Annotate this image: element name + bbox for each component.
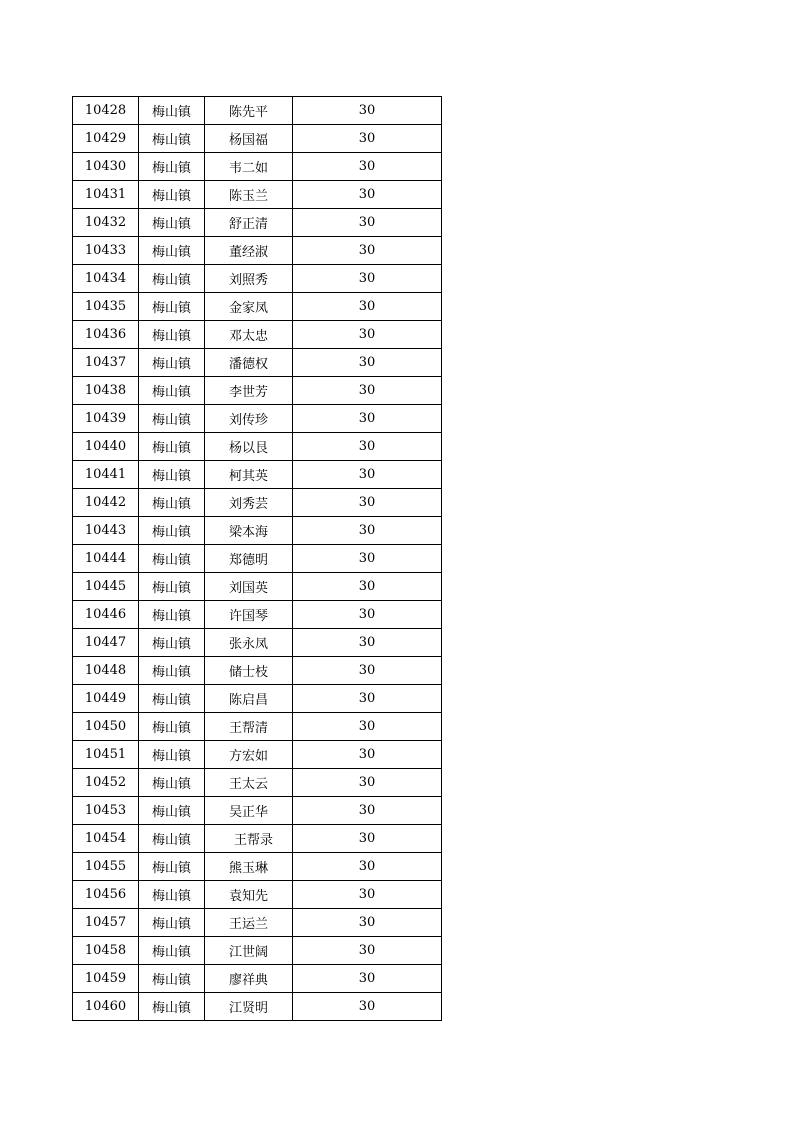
amount-cell: 30: [293, 237, 442, 265]
table-row: [73, 909, 442, 937]
name-cell: 刘照秀: [205, 265, 293, 293]
id-cell: 10438: [73, 377, 139, 405]
table-row: [73, 797, 442, 825]
id-cell: 10439: [73, 405, 139, 433]
amount-cell: 30: [293, 293, 442, 321]
id-cell: 10441: [73, 461, 139, 489]
table-row: [73, 629, 442, 657]
table-row: [73, 153, 442, 181]
name-cell: 李世芳: [205, 377, 293, 405]
id-cell: 10434: [73, 265, 139, 293]
town-cell: 梅山镇: [139, 657, 205, 685]
name-cell: 王太云: [205, 769, 293, 797]
name-cell: 陈玉兰: [205, 181, 293, 209]
name-cell: 王运兰: [205, 909, 293, 937]
table-row: [73, 685, 442, 713]
table-row: [73, 965, 442, 993]
id-cell: 10429: [73, 125, 139, 153]
id-cell: 10440: [73, 433, 139, 461]
table-row: [73, 321, 442, 349]
town-cell: 梅山镇: [139, 125, 205, 153]
name-cell: 杨国福: [205, 125, 293, 153]
town-cell: 梅山镇: [139, 433, 205, 461]
amount-cell: 30: [293, 125, 442, 153]
id-cell: 10446: [73, 601, 139, 629]
name-cell: 许国琴: [205, 601, 293, 629]
id-cell: 10447: [73, 629, 139, 657]
town-cell: 梅山镇: [139, 909, 205, 937]
town-cell: 梅山镇: [139, 741, 205, 769]
amount-cell: 30: [293, 965, 442, 993]
amount-cell: 30: [293, 937, 442, 965]
name-cell: 邓太忠: [205, 321, 293, 349]
id-cell: 10450: [73, 713, 139, 741]
table-row: [73, 657, 442, 685]
table-row: [73, 881, 442, 909]
name-cell: 王帮录: [205, 825, 293, 853]
amount-cell: 30: [293, 349, 442, 377]
name-cell: 董经淑: [205, 237, 293, 265]
table-row: [73, 937, 442, 965]
amount-cell: 30: [293, 993, 442, 1021]
table-row: [73, 713, 442, 741]
name-cell: 方宏如: [205, 741, 293, 769]
town-cell: 梅山镇: [139, 209, 205, 237]
table-row: [73, 377, 442, 405]
table-row: [73, 265, 442, 293]
name-cell: 刘秀芸: [205, 489, 293, 517]
id-cell: 10430: [73, 153, 139, 181]
table-row: [73, 853, 442, 881]
table-row: [73, 461, 442, 489]
amount-cell: 30: [293, 153, 442, 181]
town-cell: 梅山镇: [139, 685, 205, 713]
amount-cell: 30: [293, 629, 442, 657]
town-cell: 梅山镇: [139, 769, 205, 797]
name-cell: 舒正清: [205, 209, 293, 237]
table-row: [73, 293, 442, 321]
table-row: [73, 97, 442, 125]
town-cell: 梅山镇: [139, 489, 205, 517]
town-cell: 梅山镇: [139, 237, 205, 265]
amount-cell: 30: [293, 573, 442, 601]
id-cell: 10460: [73, 993, 139, 1021]
name-cell: 熊玉琳: [205, 853, 293, 881]
town-cell: 梅山镇: [139, 825, 205, 853]
amount-cell: 30: [293, 405, 442, 433]
amount-cell: 30: [293, 769, 442, 797]
table-row: [73, 125, 442, 153]
table-row: [73, 349, 442, 377]
amount-cell: 30: [293, 377, 442, 405]
town-cell: 梅山镇: [139, 321, 205, 349]
id-cell: 10456: [73, 881, 139, 909]
name-cell: 廖祥典: [205, 965, 293, 993]
amount-cell: 30: [293, 685, 442, 713]
town-cell: 梅山镇: [139, 713, 205, 741]
town-cell: 梅山镇: [139, 965, 205, 993]
amount-cell: 30: [293, 881, 442, 909]
town-cell: 梅山镇: [139, 993, 205, 1021]
id-cell: 10448: [73, 657, 139, 685]
amount-cell: 30: [293, 321, 442, 349]
town-cell: 梅山镇: [139, 181, 205, 209]
name-cell: 梁本海: [205, 517, 293, 545]
town-cell: 梅山镇: [139, 97, 205, 125]
id-cell: 10432: [73, 209, 139, 237]
name-cell: 韦二如: [205, 153, 293, 181]
id-cell: 10431: [73, 181, 139, 209]
amount-cell: 30: [293, 489, 442, 517]
id-cell: 10455: [73, 853, 139, 881]
amount-cell: 30: [293, 433, 442, 461]
table-row: [73, 741, 442, 769]
amount-cell: 30: [293, 657, 442, 685]
table-row: [73, 433, 442, 461]
name-cell: 袁知先: [205, 881, 293, 909]
town-cell: 梅山镇: [139, 265, 205, 293]
amount-cell: 30: [293, 545, 442, 573]
id-cell: 10457: [73, 909, 139, 937]
town-cell: 梅山镇: [139, 517, 205, 545]
roster-body: [73, 97, 442, 1021]
roster-table: [72, 96, 442, 1021]
amount-cell: 30: [293, 853, 442, 881]
id-cell: 10454: [73, 825, 139, 853]
id-cell: 10449: [73, 685, 139, 713]
town-cell: 梅山镇: [139, 601, 205, 629]
id-cell: 10433: [73, 237, 139, 265]
amount-cell: 30: [293, 517, 442, 545]
town-cell: 梅山镇: [139, 629, 205, 657]
amount-cell: 30: [293, 797, 442, 825]
amount-cell: 30: [293, 909, 442, 937]
town-cell: 梅山镇: [139, 293, 205, 321]
table-row: [73, 601, 442, 629]
table-row: [73, 993, 442, 1021]
table-row: [73, 489, 442, 517]
town-cell: 梅山镇: [139, 937, 205, 965]
town-cell: 梅山镇: [139, 797, 205, 825]
name-cell: 陈启昌: [205, 685, 293, 713]
town-cell: 梅山镇: [139, 153, 205, 181]
name-cell: 郑德明: [205, 545, 293, 573]
id-cell: 10428: [73, 97, 139, 125]
name-cell: 金家凤: [205, 293, 293, 321]
name-cell: 江贤明: [205, 993, 293, 1021]
amount-cell: 30: [293, 741, 442, 769]
name-cell: 柯其英: [205, 461, 293, 489]
id-cell: 10445: [73, 573, 139, 601]
table-row: [73, 545, 442, 573]
id-cell: 10435: [73, 293, 139, 321]
amount-cell: 30: [293, 97, 442, 125]
name-cell: 刘传珍: [205, 405, 293, 433]
id-cell: 10453: [73, 797, 139, 825]
table-row: [73, 405, 442, 433]
name-cell: 江世阔: [205, 937, 293, 965]
town-cell: 梅山镇: [139, 545, 205, 573]
town-cell: 梅山镇: [139, 349, 205, 377]
id-cell: 10442: [73, 489, 139, 517]
amount-cell: 30: [293, 209, 442, 237]
amount-cell: 30: [293, 181, 442, 209]
table-row: [73, 237, 442, 265]
town-cell: 梅山镇: [139, 461, 205, 489]
table-row: [73, 181, 442, 209]
id-cell: 10458: [73, 937, 139, 965]
table-row: [73, 517, 442, 545]
id-cell: 10443: [73, 517, 139, 545]
town-cell: 梅山镇: [139, 573, 205, 601]
id-cell: 10451: [73, 741, 139, 769]
town-cell: 梅山镇: [139, 881, 205, 909]
name-cell: 陈先平: [205, 97, 293, 125]
amount-cell: 30: [293, 713, 442, 741]
name-cell: 吴正华: [205, 797, 293, 825]
id-cell: 10436: [73, 321, 139, 349]
amount-cell: 30: [293, 601, 442, 629]
name-cell: 杨以艮: [205, 433, 293, 461]
name-cell: 王帮清: [205, 713, 293, 741]
amount-cell: 30: [293, 265, 442, 293]
table-row: [73, 825, 442, 853]
name-cell: 张永凤: [205, 629, 293, 657]
id-cell: 10444: [73, 545, 139, 573]
table-row: [73, 573, 442, 601]
id-cell: 10459: [73, 965, 139, 993]
table-row: [73, 209, 442, 237]
amount-cell: 30: [293, 461, 442, 489]
id-cell: 10437: [73, 349, 139, 377]
name-cell: 储士枝: [205, 657, 293, 685]
town-cell: 梅山镇: [139, 405, 205, 433]
amount-cell: 30: [293, 825, 442, 853]
id-cell: 10452: [73, 769, 139, 797]
table-row: [73, 769, 442, 797]
name-cell: 潘德权: [205, 349, 293, 377]
town-cell: 梅山镇: [139, 853, 205, 881]
town-cell: 梅山镇: [139, 377, 205, 405]
name-cell: 刘国英: [205, 573, 293, 601]
